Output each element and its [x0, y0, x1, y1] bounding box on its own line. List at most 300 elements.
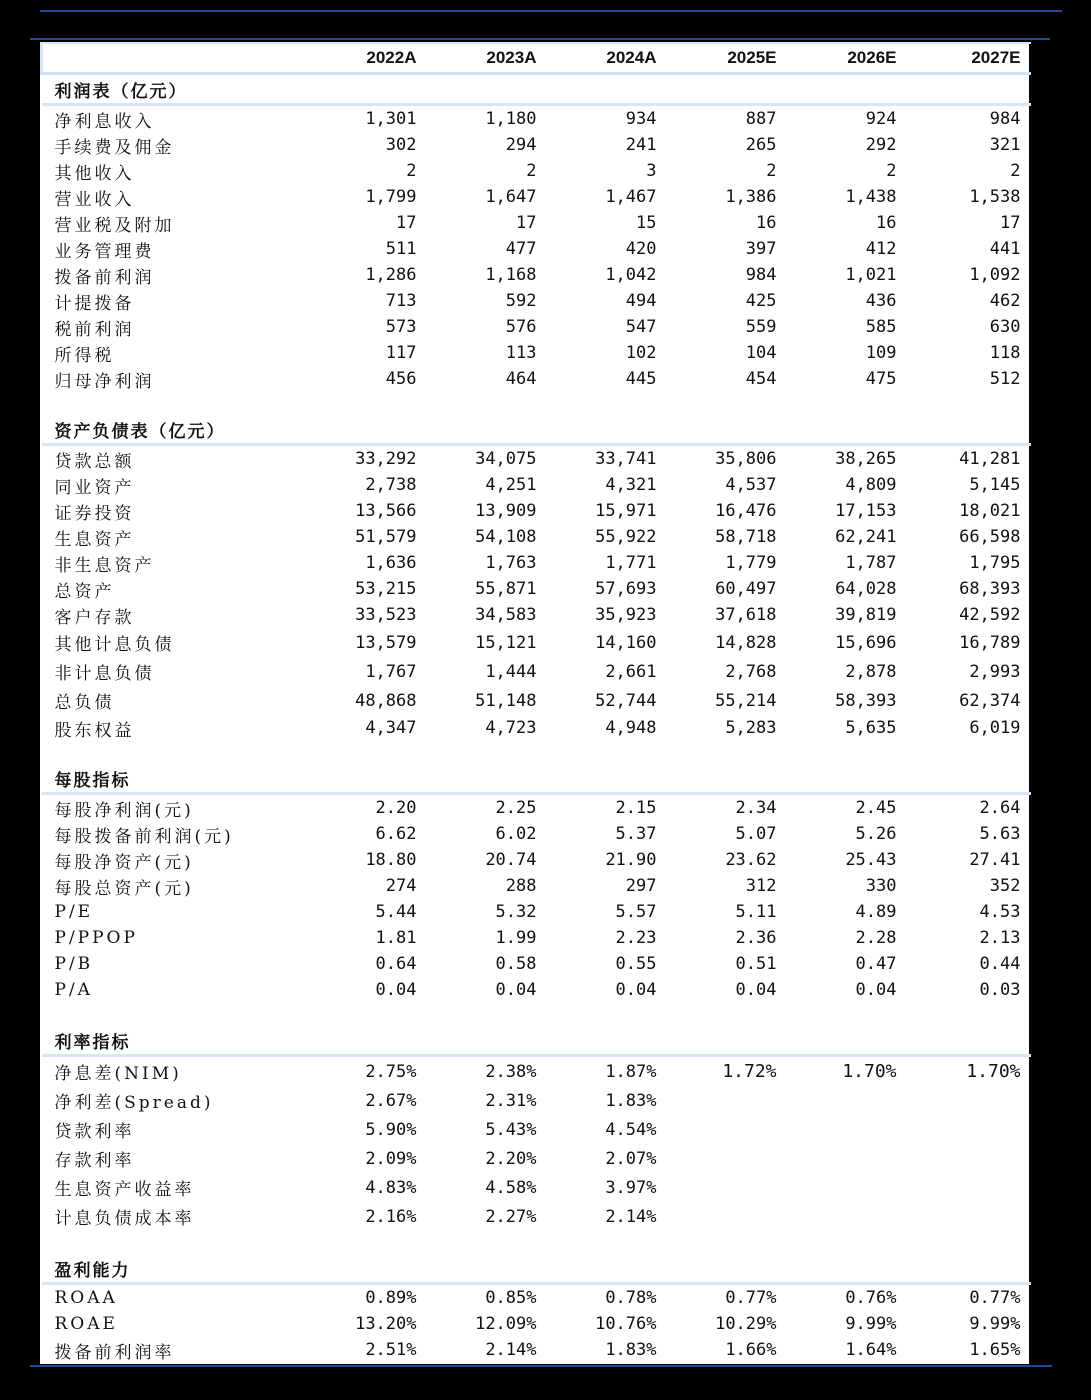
cell-2025e: [667, 1144, 787, 1173]
cell-2024a: 55,922: [595, 527, 657, 547]
cell-2022a: 13.20%: [355, 1314, 417, 1334]
cell-2024a: 3.97%: [605, 1177, 657, 1198]
cell-2026e: 1,438: [845, 187, 897, 207]
cell-2022a: 48,868: [355, 690, 417, 711]
cell-2025e: [667, 1115, 787, 1144]
cell-2023a: 288: [505, 876, 537, 896]
cell-2026e: 17,153: [835, 501, 897, 521]
cell-2026e: 585: [865, 317, 897, 337]
cell-2022a: 2.20: [375, 798, 417, 818]
cell-2027e: [907, 1202, 1031, 1231]
row-label: 其他收入: [54, 163, 135, 184]
spacer-cell: [42, 1003, 1031, 1026]
column-header-2024a: 2024A: [547, 43, 667, 74]
cell-2025e: 4,537: [725, 475, 777, 495]
table-row: [42, 1056, 1031, 1087]
section-spacer: [42, 741, 1031, 764]
cell-2027e: 62,374: [959, 690, 1021, 711]
cell-2026e: 39,819: [835, 605, 897, 625]
bottom-rule: [30, 1365, 1052, 1367]
cell-2024a: 15: [636, 213, 657, 233]
row-label: 生息资产收益率: [54, 1180, 195, 1200]
table-row: [42, 210, 1031, 236]
table-row: [42, 105, 1031, 133]
cell-2022a: 0.64: [375, 954, 417, 974]
cell-2023a: 113: [505, 343, 537, 363]
table-row: [42, 314, 1031, 340]
section-header-per-share: [42, 764, 1031, 794]
section-title: 利率指标: [42, 1026, 1031, 1056]
cell-2025e: 2.36: [735, 928, 777, 948]
cell-2022a: 13,566: [355, 501, 417, 521]
cell-2022a: 5.44: [375, 902, 417, 922]
cell-2027e: 321: [989, 135, 1021, 155]
cell-2027e: 1,795: [969, 553, 1021, 573]
cell-2027e: 2.64: [979, 798, 1021, 818]
cell-2023a: 55,871: [475, 579, 537, 599]
cell-2022a: 17: [396, 213, 417, 233]
cell-2022a: 1,799: [365, 187, 417, 207]
cell-2027e: 66,598: [959, 527, 1021, 547]
cell-2026e: [787, 1144, 907, 1173]
cell-2024a: 57,693: [595, 579, 657, 599]
cell-2024a: 1,042: [605, 265, 657, 285]
cell-2027e: 512: [989, 369, 1021, 389]
cell-2022a: 2.67%: [365, 1090, 417, 1111]
cell-2025e: 2,768: [725, 661, 777, 682]
cell-2026e: 58,393: [835, 690, 897, 711]
cell-2022a: 2.75%: [365, 1061, 417, 1082]
cell-2024a: 494: [625, 291, 657, 311]
cell-2023a: 12.09%: [475, 1314, 537, 1334]
cell-2025e: 5.11: [735, 902, 777, 922]
row-label: ROAE: [54, 1314, 118, 1334]
cell-2027e: 4.53: [979, 902, 1021, 922]
row-label: 净利息收入: [54, 111, 155, 132]
cell-2024a: 934: [625, 109, 657, 129]
table-row: [42, 657, 1031, 686]
cell-2025e: 0.04: [735, 980, 777, 1000]
cell-2023a: 5.43%: [485, 1119, 537, 1140]
cell-2023a: 294: [505, 135, 537, 155]
row-label: 同业资产: [54, 477, 135, 498]
table-row: [42, 602, 1031, 628]
cell-2022a: 302: [385, 135, 417, 155]
section-title: 资产负债表（亿元）: [42, 415, 1031, 445]
cell-2022a: 18.80: [365, 850, 417, 870]
cell-2024a: 35,923: [595, 605, 657, 625]
cell-2023a: 477: [505, 239, 537, 259]
table-row: [42, 524, 1031, 550]
row-label: 净息差(NIM): [54, 1064, 182, 1084]
cell-2027e: 0.03: [979, 980, 1021, 1000]
cell-2027e: 16,789: [959, 632, 1021, 653]
cell-2024a: 1,771: [605, 553, 657, 573]
cell-2022a: 2.16%: [365, 1206, 417, 1227]
top-rule: [40, 10, 1062, 12]
table-row: [42, 715, 1031, 741]
table-row: [42, 1337, 1031, 1363]
cell-2024a: 1.83%: [605, 1090, 657, 1111]
cell-2024a: 2.15: [615, 798, 657, 818]
table-row: [42, 873, 1031, 899]
table-row: [42, 184, 1031, 210]
cell-2024a: 1.87%: [605, 1061, 657, 1082]
cell-2025e: 397: [745, 239, 777, 259]
row-label: 总资产: [54, 581, 115, 602]
column-header-row: [42, 43, 1031, 74]
cell-2026e: 15,696: [835, 632, 897, 653]
table-row: [42, 977, 1031, 1003]
cell-2026e: 5,635: [845, 718, 897, 738]
cell-2023a: 15,121: [475, 632, 537, 653]
column-header-2026e: 2026E: [787, 43, 907, 74]
cell-2022a: 2.51%: [365, 1340, 417, 1360]
table-row: [42, 158, 1031, 184]
row-label: 总负债: [54, 693, 115, 713]
row-label: 归母净利润: [54, 371, 155, 392]
table-row: [42, 498, 1031, 524]
cell-2024a: 52,744: [595, 690, 657, 711]
cell-2025e: 312: [745, 876, 777, 896]
cell-2026e: 25.43: [845, 850, 897, 870]
cell-2025e: 265: [745, 135, 777, 155]
cell-2023a: 1,444: [485, 661, 537, 682]
table-row: [42, 445, 1031, 473]
cell-2025e: 887: [745, 109, 777, 129]
cell-2024a: 15,971: [595, 501, 657, 521]
cell-2025e: 55,214: [715, 690, 777, 711]
row-label: 存款利率: [54, 1151, 135, 1171]
cell-2024a: 241: [625, 135, 657, 155]
table-row: [42, 1202, 1031, 1231]
cell-2027e: 17: [1000, 213, 1021, 233]
cell-2025e: 454: [745, 369, 777, 389]
cell-2023a: 0.04: [495, 980, 537, 1000]
cell-2023a: 34,075: [475, 449, 537, 469]
cell-2023a: 4,723: [485, 718, 537, 738]
row-label: P/A: [54, 980, 93, 1000]
cell-2022a: 13,579: [355, 632, 417, 653]
cell-2027e: 630: [989, 317, 1021, 337]
cell-2026e: 412: [865, 239, 897, 259]
cell-2027e: 0.77%: [969, 1288, 1021, 1308]
cell-2022a: 1,286: [365, 265, 417, 285]
cell-2024a: 2.07%: [605, 1148, 657, 1169]
cell-2024a: 2.14%: [605, 1206, 657, 1227]
cell-2027e: 1,092: [969, 265, 1021, 285]
cell-2024a: 2,661: [605, 661, 657, 682]
column-header-2025e: 2025E: [667, 43, 787, 74]
cell-2026e: [787, 1173, 907, 1202]
cell-2026e: 0.04: [855, 980, 897, 1000]
cell-2023a: 2: [526, 161, 537, 181]
cell-2025e: 35,806: [715, 449, 777, 469]
table-body: [42, 74, 1031, 1364]
row-label: 证券投资: [54, 503, 135, 524]
spacer-cell: [42, 1231, 1031, 1254]
cell-2026e: 2: [886, 161, 897, 181]
cell-2023a: 1,763: [485, 553, 537, 573]
cell-2026e: 2.45: [855, 798, 897, 818]
cell-2024a: 3: [646, 161, 657, 181]
cell-2025e: 1,779: [725, 553, 777, 573]
row-label: 每股净利润(元): [54, 800, 194, 821]
column-header-blank: [42, 43, 307, 74]
row-label: 计提拨备: [54, 293, 135, 314]
table-row: [42, 899, 1031, 925]
cell-2024a: 4.54%: [605, 1119, 657, 1140]
cell-2025e: 104: [745, 343, 777, 363]
cell-2027e: 1,538: [969, 187, 1021, 207]
cell-2024a: 2.23: [615, 928, 657, 948]
row-label: P/E: [54, 902, 94, 922]
cell-2026e: 38,265: [835, 449, 897, 469]
section-title: 每股指标: [42, 764, 1031, 794]
table-row: [42, 366, 1031, 392]
cell-2026e: 0.47: [855, 954, 897, 974]
cell-2024a: 0.55: [615, 954, 657, 974]
table-row: [42, 340, 1031, 366]
row-label: 贷款总额: [54, 451, 135, 472]
cell-2025e: 5.07: [735, 824, 777, 844]
cell-2023a: 2.14%: [485, 1340, 537, 1360]
cell-2025e: 60,497: [715, 579, 777, 599]
cell-2026e: 292: [865, 135, 897, 155]
cell-2024a: 420: [625, 239, 657, 259]
cell-2023a: 2.38%: [485, 1061, 537, 1082]
cell-2024a: 0.78%: [605, 1288, 657, 1308]
cell-2026e: 64,028: [835, 579, 897, 599]
cell-2025e: 14,828: [715, 632, 777, 653]
table-row: [42, 1311, 1031, 1337]
cell-2026e: 436: [865, 291, 897, 311]
table-row: [42, 132, 1031, 158]
row-label: 拨备前利润: [54, 267, 155, 288]
row-label: 净利差(Spread): [54, 1093, 214, 1113]
cell-2027e: 9.99%: [969, 1314, 1021, 1334]
cell-2026e: [787, 1202, 907, 1231]
cell-2026e: 5.26: [855, 824, 897, 844]
cell-2026e: 4,809: [845, 475, 897, 495]
table-row: [42, 288, 1031, 314]
table-row: [42, 1284, 1031, 1312]
row-label: 所得税: [54, 345, 115, 366]
row-label: P/B: [54, 954, 94, 974]
cell-2023a: 13,909: [475, 501, 537, 521]
row-label: 营业税及附加: [54, 215, 175, 236]
row-label: 营业收入: [54, 189, 135, 210]
row-label: 贷款利率: [54, 1122, 135, 1142]
cell-2026e: [787, 1086, 907, 1115]
cell-2026e: 62,241: [835, 527, 897, 547]
cell-2025e: 0.51: [735, 954, 777, 974]
table-row: [42, 1144, 1031, 1173]
cell-2022a: 51,579: [355, 527, 417, 547]
cell-2024a: 445: [625, 369, 657, 389]
cell-2027e: 984: [989, 109, 1021, 129]
table-row: [42, 576, 1031, 602]
cell-2027e: 18,021: [959, 501, 1021, 521]
cell-2026e: 1.64%: [845, 1340, 897, 1360]
cell-2022a: 1.81: [375, 928, 417, 948]
section-spacer: [42, 1231, 1031, 1254]
cell-2025e: [667, 1202, 787, 1231]
cell-2022a: 2: [406, 161, 417, 181]
section-header-income: [42, 74, 1031, 105]
table-row: [42, 686, 1031, 715]
cell-2024a: 4,948: [605, 718, 657, 738]
section-title: 盈利能力: [42, 1254, 1031, 1284]
cell-2022a: 274: [385, 876, 417, 896]
cell-2024a: 14,160: [595, 632, 657, 653]
cell-2025e: [667, 1086, 787, 1115]
column-header-2023a: 2023A: [427, 43, 547, 74]
section-spacer: [42, 392, 1031, 415]
cell-2023a: 2.25: [495, 798, 537, 818]
cell-2027e: [907, 1115, 1031, 1144]
cell-2024a: 21.90: [605, 850, 657, 870]
column-header-2027e: 2027E: [907, 43, 1031, 74]
cell-2023a: 2.27%: [485, 1206, 537, 1227]
cell-2022a: 4.83%: [365, 1177, 417, 1198]
row-label: 每股拨备前利润(元): [54, 826, 234, 847]
table-row: [42, 951, 1031, 977]
cell-2026e: 16: [876, 213, 897, 233]
cell-2024a: 4,321: [605, 475, 657, 495]
section-title: 利润表（亿元）: [42, 74, 1031, 105]
cell-2023a: 2.31%: [485, 1090, 537, 1111]
cell-2024a: 1,467: [605, 187, 657, 207]
row-label: 手续费及佣金: [54, 137, 175, 158]
cell-2026e: 4.89: [855, 902, 897, 922]
table-row: [42, 628, 1031, 657]
cell-2025e: 23.62: [725, 850, 777, 870]
cell-2023a: 4.58%: [485, 1177, 537, 1198]
cell-2022a: 5.90%: [365, 1119, 417, 1140]
cell-2023a: 576: [505, 317, 537, 337]
table-row: [42, 1086, 1031, 1115]
cell-2027e: [907, 1144, 1031, 1173]
financial-forecast-sheet: [40, 42, 1029, 1364]
cell-2027e: 2,993: [969, 661, 1021, 682]
cell-2026e: 9.99%: [845, 1314, 897, 1334]
cell-2025e: 559: [745, 317, 777, 337]
cell-2023a: 464: [505, 369, 537, 389]
table-row: [42, 794, 1031, 822]
row-label: 每股总资产(元): [54, 878, 194, 899]
cell-2026e: [787, 1115, 907, 1144]
cell-2025e: 2: [766, 161, 777, 181]
row-label: P/PPOP: [54, 928, 138, 948]
cell-2026e: 1,787: [845, 553, 897, 573]
cell-2025e: 16: [756, 213, 777, 233]
row-label: 每股净资产(元): [54, 852, 194, 873]
cell-2022a: 33,523: [355, 605, 417, 625]
cell-2022a: 6.62: [375, 824, 417, 844]
cell-2022a: 456: [385, 369, 417, 389]
cell-2025e: 10.29%: [715, 1314, 777, 1334]
cell-2022a: 0.04: [375, 980, 417, 1000]
row-label: 其他计息负债: [54, 635, 175, 655]
cell-2026e: 0.76%: [845, 1288, 897, 1308]
cell-2023a: 4,251: [485, 475, 537, 495]
cell-2027e: 441: [989, 239, 1021, 259]
cell-2025e: 1,386: [725, 187, 777, 207]
cell-2026e: 2.28: [855, 928, 897, 948]
cell-2023a: 20.74: [485, 850, 537, 870]
cell-2023a: 5.32: [495, 902, 537, 922]
cell-2027e: 6,019: [969, 718, 1021, 738]
cell-2026e: 1.70%: [842, 1061, 897, 1082]
cell-2022a: 1,636: [365, 553, 417, 573]
cell-2022a: 511: [385, 239, 417, 259]
cell-2022a: 2,738: [365, 475, 417, 495]
table-row: [42, 550, 1031, 576]
cell-2025e: 16,476: [715, 501, 777, 521]
row-label: 非计息负债: [54, 664, 155, 684]
cell-2027e: 0.44: [979, 954, 1021, 974]
row-label: 股东权益: [54, 720, 135, 741]
cell-2024a: 0.04: [615, 980, 657, 1000]
cell-2023a: 54,108: [475, 527, 537, 547]
cell-2025e: 984: [745, 265, 777, 285]
cell-2026e: 1,021: [845, 265, 897, 285]
cell-2023a: 51,148: [475, 690, 537, 711]
row-label: 税前利润: [54, 319, 135, 340]
cell-2023a: 0.85%: [485, 1288, 537, 1308]
row-label: 生息资产: [54, 529, 135, 550]
table-row: [42, 236, 1031, 262]
cell-2027e: 352: [989, 876, 1021, 896]
cell-2025e: 1.72%: [722, 1061, 777, 1082]
cell-2024a: 33,741: [595, 449, 657, 469]
cell-2027e: 2.13: [979, 928, 1021, 948]
cell-2024a: 297: [625, 876, 657, 896]
cell-2026e: 2,878: [845, 661, 897, 682]
cell-2027e: 1.65%: [969, 1340, 1021, 1360]
cell-2023a: 1.99: [495, 928, 537, 948]
cell-2025e: 37,618: [715, 605, 777, 625]
cell-2024a: 547: [625, 317, 657, 337]
cell-2027e: 2: [1010, 161, 1021, 181]
cell-2023a: 1,647: [485, 187, 537, 207]
cell-2022a: 4,347: [365, 718, 417, 738]
cell-2023a: 0.58: [495, 954, 537, 974]
cell-2025e: 2.34: [735, 798, 777, 818]
cell-2025e: 425: [745, 291, 777, 311]
cell-2022a: 573: [385, 317, 417, 337]
cell-2026e: 475: [865, 369, 897, 389]
cell-2026e: 109: [865, 343, 897, 363]
row-label: ROAA: [54, 1288, 118, 1308]
cell-2027e: 27.41: [969, 850, 1021, 870]
column-header-2022a: 2022A: [307, 43, 427, 74]
cell-2025e: [667, 1173, 787, 1202]
cell-2027e: [907, 1173, 1031, 1202]
table-row: [42, 847, 1031, 873]
cell-2022a: 713: [385, 291, 417, 311]
table-row: [42, 821, 1031, 847]
cell-2026e: 924: [865, 109, 897, 129]
cell-2023a: 2.20%: [485, 1148, 537, 1169]
cell-2026e: 330: [865, 876, 897, 896]
cell-2027e: [907, 1086, 1031, 1115]
cell-2022a: 53,215: [355, 579, 417, 599]
cell-2023a: 34,583: [475, 605, 537, 625]
cell-2022a: 33,292: [355, 449, 417, 469]
table-row: [42, 925, 1031, 951]
